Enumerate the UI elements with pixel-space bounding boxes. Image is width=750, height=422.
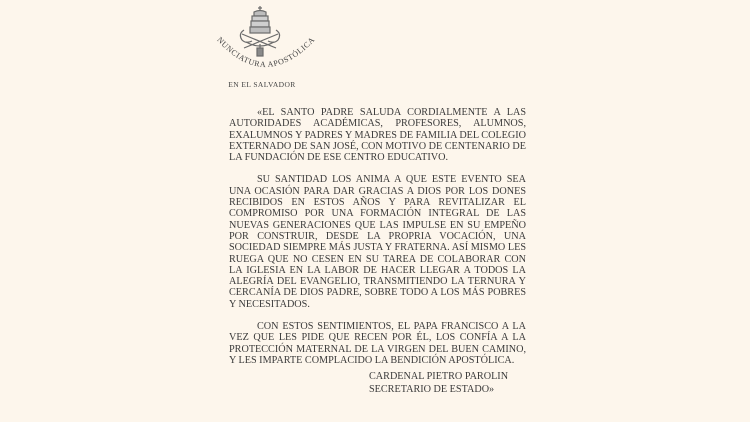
svg-text:NUNCIATURA APOSTÓLICA: NUNCIATURA APOSTÓLICA — [215, 35, 317, 70]
letter-paragraph-3: CON ESTOS SENTIMIENTOS, EL PAPA FRANCISCO A LA VEZ QUE LES PIDE QUE RECEN POR ÉL, LOS CONFÍA A LA PROTECCIÓN MATERNAL DE LA VIRGEN DEL BUEN CAMINO, Y LES IMPARTE COMPLACIDO LA BENDICIÓN APOSTÓLICA. — [229, 321, 526, 366]
nunciature-location: EN EL SALVADOR — [228, 80, 296, 89]
letter-paragraph-2: SU SANTIDAD LOS ANIMA A QUE ESTE EVENTO SEA UNA OCASIÓN PARA DAR GRACIAS A DIOS POR LOS DONES RECIBIDOS EN ESTOS AÑOS Y PARA REVITALIZAR EL COMPROMISO POR UNA FORMACIÓN INTEGRAL DE LAS NUEVAS GENERACIONES QUE LAS IMPULSE EN SU EMPEÑO POR CONSTRUIR, DESDE LA PROPRIA VOCACIÓN, UNA SOCIEDAD SIEMPRE MÁS JUSTA Y FRATERNA. ASÍ MISMO LES RUEGA QUE NO CESEN EN SU TAREA DE COLABORAR CON LA IGLESIA EN LA LABOR DE HACER LLEGAR A TODOS LA ALEGRÍA DEL EVANGELIO, TRANSMITIENDO LA TERNURA Y CERCANÍA DE DIOS PADRE, SOBRE TODO A LOS MÁS POBRES Y NECESITADOS. — [229, 174, 526, 310]
signature-name: CARDENAL PIETRO PAROLIN — [369, 371, 509, 382]
letter-paragraph-1: «EL SANTO PADRE SALUDA CORDIALMENTE A LAS AUTORIDADES ACADÉMICAS, PROFESORES, ALUMNOS, EXALUMNOS Y PADRES Y MADRES DE FAMILIA DEL COLEGIO EXTERNADO DE SAN JOSÉ, CON MOTIVO DE CENTENARIO DE LA FUNDACIÓN DE ESE CENTRO EDUCATIVO. — [229, 107, 526, 164]
signature-title: SECRETARIO DE ESTADO» — [369, 383, 495, 395]
signature-block — [369, 371, 508, 396]
letter-body — [229, 107, 526, 377]
